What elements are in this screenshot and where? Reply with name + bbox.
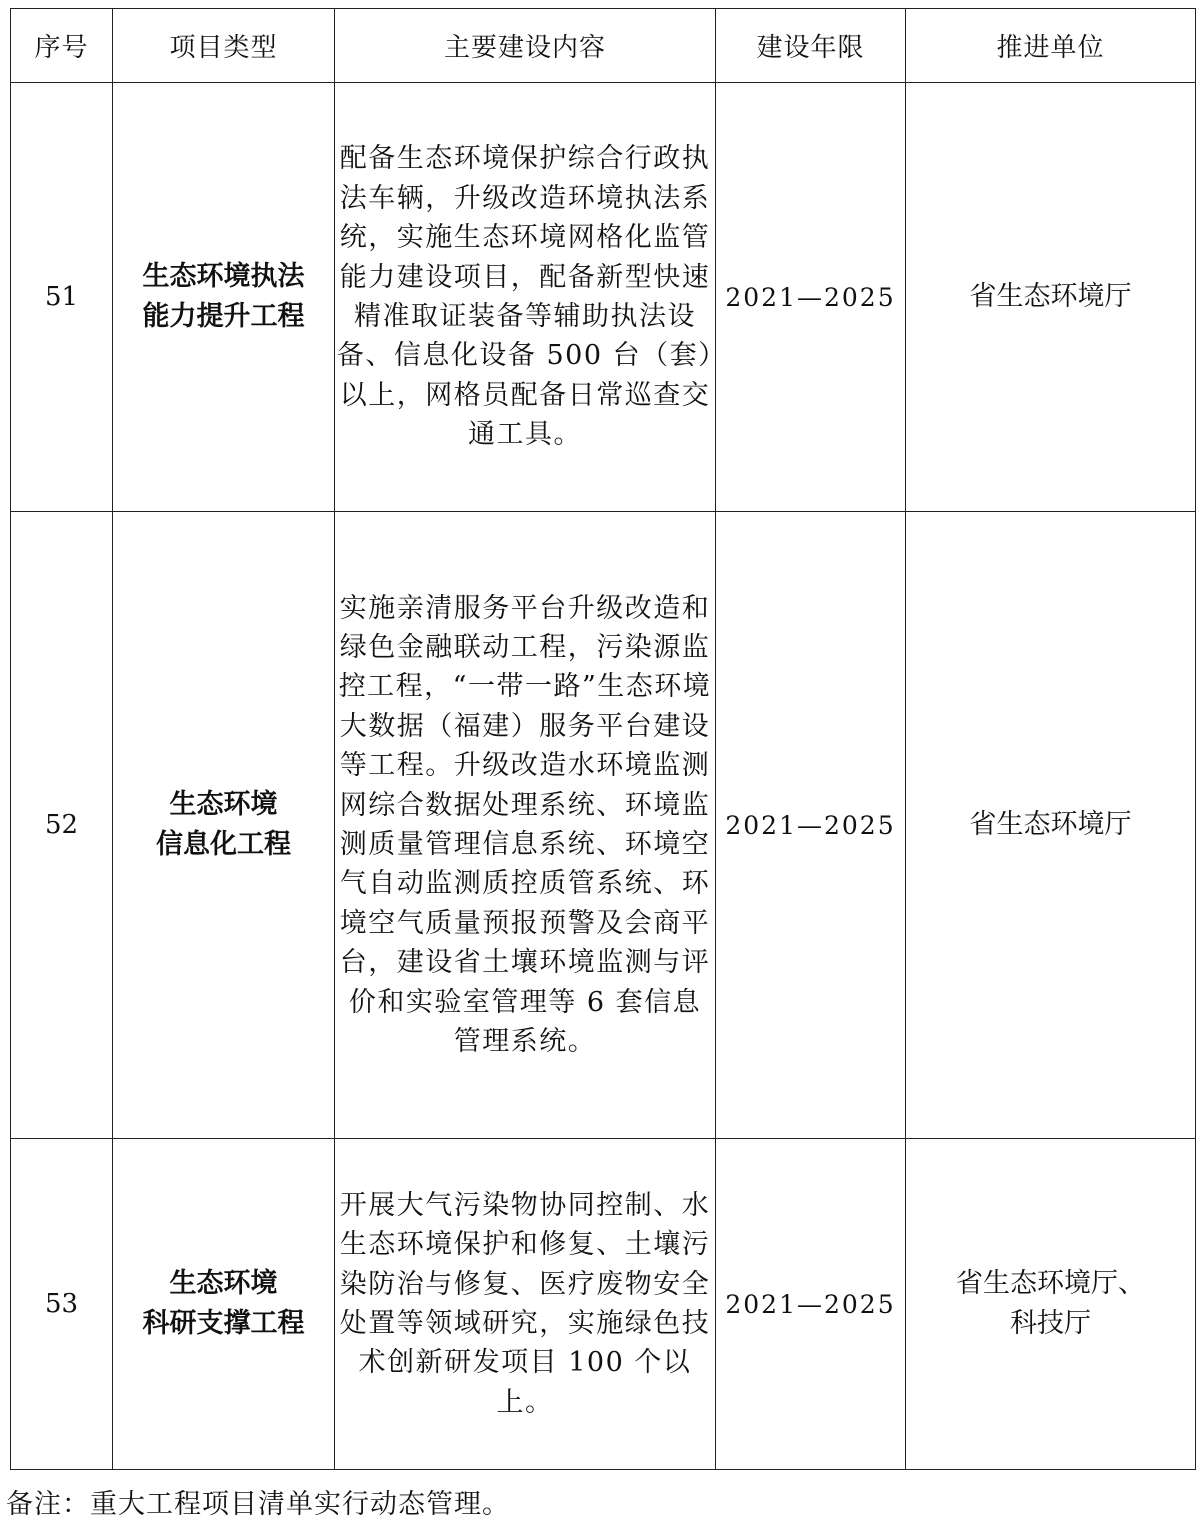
footnote: 备注：重大工程项目清单实行动态管理。 — [6, 1489, 510, 1520]
project-type-line: 生态环境 — [169, 789, 278, 820]
project-type-line: 信息化工程 — [156, 829, 291, 860]
row-index: 52 — [11, 512, 113, 1139]
project-type-line: 科研支撑工程 — [142, 1308, 305, 1339]
table-row — [11, 1139, 1196, 1470]
unit-line: 省生态环境厅 — [969, 281, 1132, 312]
row-unit — [906, 512, 1196, 1139]
header-years: 建设年限 — [716, 9, 906, 83]
row-years: 2021—2025 — [716, 1139, 906, 1470]
project-type-line: 生态环境 — [169, 1268, 278, 1299]
row-index: 53 — [11, 1139, 113, 1470]
header-project-type: 项目类型 — [113, 9, 335, 83]
header-main-content: 主要建设内容 — [335, 9, 716, 83]
row-years: 2021—2025 — [716, 512, 906, 1139]
row-content: 配备生态环境保护综合行政执法车辆，升级改造环境执法系统，实施生态环境网格化监管能力建设项目，配备新型快速精准取证装备等辅助执法设备、信息化设备 500 台（套）以上，网格员配备日常巡查交通工具。 — [335, 83, 716, 512]
unit-line: 省生态环境厅 — [969, 809, 1132, 840]
table-row — [11, 83, 1196, 512]
project-type-line: 生态环境执法 — [142, 261, 305, 292]
row-years: 2021—2025 — [716, 83, 906, 512]
table-row — [11, 512, 1196, 1139]
row-project-type — [113, 1139, 335, 1470]
row-index: 51 — [11, 83, 113, 512]
row-content: 实施亲清服务平台升级改造和绿色金融联动工程，污染源监控工程，“一带一路”生态环境大数据（福建）服务平台建设等工程。升级改造水环境监测网综合数据处理系统、环境监测质量管理信息系统、环境空气自动监测质控质管系统、环境空气质量预报预警及会商平台，建设省土壤环境监测与评价和实验室管理等 6 套信息管理系统。 — [335, 512, 716, 1139]
table-header-row — [11, 9, 1196, 83]
row-content: 开展大气污染物协同控制、水生态环境保护和修复、土壤污染防治与修复、医疗废物安全处置等领域研究，实施绿色技术创新研发项目 100 个以上。 — [335, 1139, 716, 1470]
row-unit — [906, 83, 1196, 512]
project-type-line: 能力提升工程 — [142, 301, 305, 332]
project-table — [10, 8, 1196, 1470]
unit-line: 科技厅 — [1010, 1308, 1091, 1339]
header-index: 序号 — [11, 9, 113, 83]
unit-line: 省生态环境厅、 — [956, 1268, 1145, 1299]
header-responsible-unit: 推进单位 — [906, 9, 1196, 83]
row-project-type — [113, 512, 335, 1139]
row-project-type — [113, 83, 335, 512]
row-unit — [906, 1139, 1196, 1470]
